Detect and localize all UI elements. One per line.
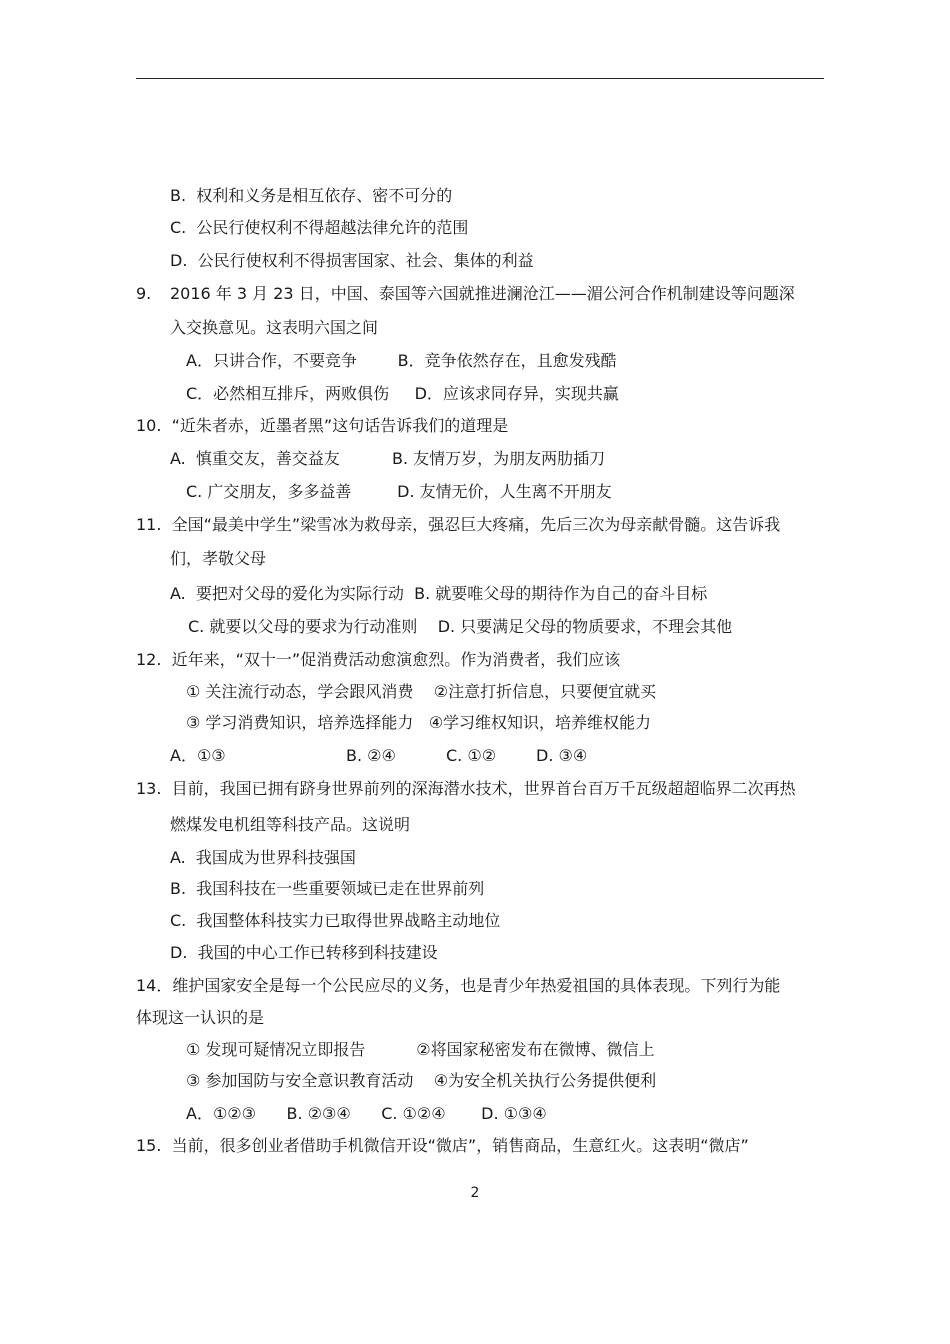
line-q14-statements-2: ③ 参加国防与安全意识教育活动 ④为安全机关执行公务提供便利 — [186, 1071, 657, 1090]
line-q10-option-a: A. 慎重交友，善交益友 — [170, 449, 340, 468]
line-q9-options-cd: C．必然相互排斥，两败俱伤 D．应该求同存异，实现共赢 — [186, 384, 619, 403]
line-q15-stem: 15. 当前，很多创业者借助手机微信开设“微店”，销售商品，生意红火。这表明“微店” — [136, 1136, 749, 1155]
line-q9-stem-1: 2016 年 3 月 23 日，中国、泰国等六国就推进澜沧江——湄公河合作机制建设等问题深 — [170, 284, 795, 303]
line-q14-statements-1: ① 发现可疑情况立即报告 ②将国家秘密发布在微博、微信上 — [186, 1040, 655, 1059]
line-q10-stem: 10. “近朱者赤，近墨者黑”这句话告诉我们的道理是 — [136, 416, 509, 435]
line-q11-options-ab: A. 要把对父母的爱化为实际行动 B. 就要唯父母的期待作为自己的奋斗目标 — [170, 584, 708, 603]
question-number-9: 9. — [136, 284, 152, 303]
line-q8-c: C. 公民行使权利不得超越法律允许的范围 — [170, 218, 469, 237]
line-q11-stem-2: 们，孝敬父母 — [170, 549, 267, 568]
line-q10-options-cd: C. 广交朋友，多多益善 D. 友情无价，人生离不开朋友 — [186, 482, 612, 501]
line-q13-stem-1: 13. 目前，我国已拥有跻身世界前列的深海潜水技术，世界首台百万千瓦级超超临界二次再热 — [136, 779, 796, 798]
line-q13-stem-2: 燃煤发电机组等科技产品。这说明 — [170, 815, 411, 834]
line-q8-b: B. 权利和义务是相互依存、密不可分的 — [170, 186, 453, 205]
line-q14-stem-1: 14．维护国家安全是每一个公民应尽的义务，也是青少年热爱祖国的具体表现。下列行为能 — [136, 976, 781, 995]
line-q12-stem: 12. 近年来，“双十一”促消费活动愈演愈烈。作为消费者，我们应该 — [136, 650, 621, 669]
header-rule — [136, 78, 824, 79]
line-q11-options-cd: C. 就要以父母的要求为行动准则 D. 只要满足父母的物质要求，不理会其他 — [188, 617, 733, 636]
line-q11-stem-1: 11. 全国“最美中学生”梁雪冰为救母亲，强忍巨大疼痛，先后三次为母亲献骨髓。这告诉我 — [136, 515, 781, 534]
line-q8-d: D. 公民行使权利不得损害国家、社会、集体的利益 — [170, 251, 534, 270]
line-q12-statements-1: ① 关注流行动态，学会跟风消费 ②注意打折信息，只要便宜就买 — [186, 682, 657, 701]
line-q12-option-d: D. ③④ — [536, 746, 588, 765]
line-q10-option-b: B. 友情万岁，为朋友两肋插刀 — [392, 449, 606, 468]
line-q12-option-c: C. ①② — [446, 746, 497, 765]
line-q9-stem-2: 入交换意见。这表明六国之间 — [170, 318, 379, 337]
line-q13-option-c: C. 我国整体科技实力已取得世界战略主动地位 — [170, 911, 501, 930]
line-q13-option-d: D. 我国的中心工作已转移到科技建设 — [170, 943, 438, 962]
line-q9-options-ab: A．只讲合作，不要竞争 B．竞争依然存在，且愈发残酷 — [186, 351, 617, 370]
line-q13-option-a: A. 我国成为世界科技强国 — [170, 848, 356, 867]
line-q14-options: A．①②③ B. ②③④ C. ①②④ D. ①③④ — [186, 1104, 547, 1123]
line-q12-option-b: B. ②④ — [346, 746, 396, 765]
line-q13-option-b: B. 我国科技在一些重要领域已走在世界前列 — [170, 879, 485, 898]
line-q12-statements-2: ③ 学习消费知识，培养选择能力 ④学习维权知识，培养维权能力 — [186, 713, 652, 732]
line-q14-stem-2: 体现这一认识的是 — [136, 1008, 265, 1027]
page-number: 2 — [470, 1185, 480, 1201]
line-q12-option-a: A．①③ — [170, 746, 226, 765]
